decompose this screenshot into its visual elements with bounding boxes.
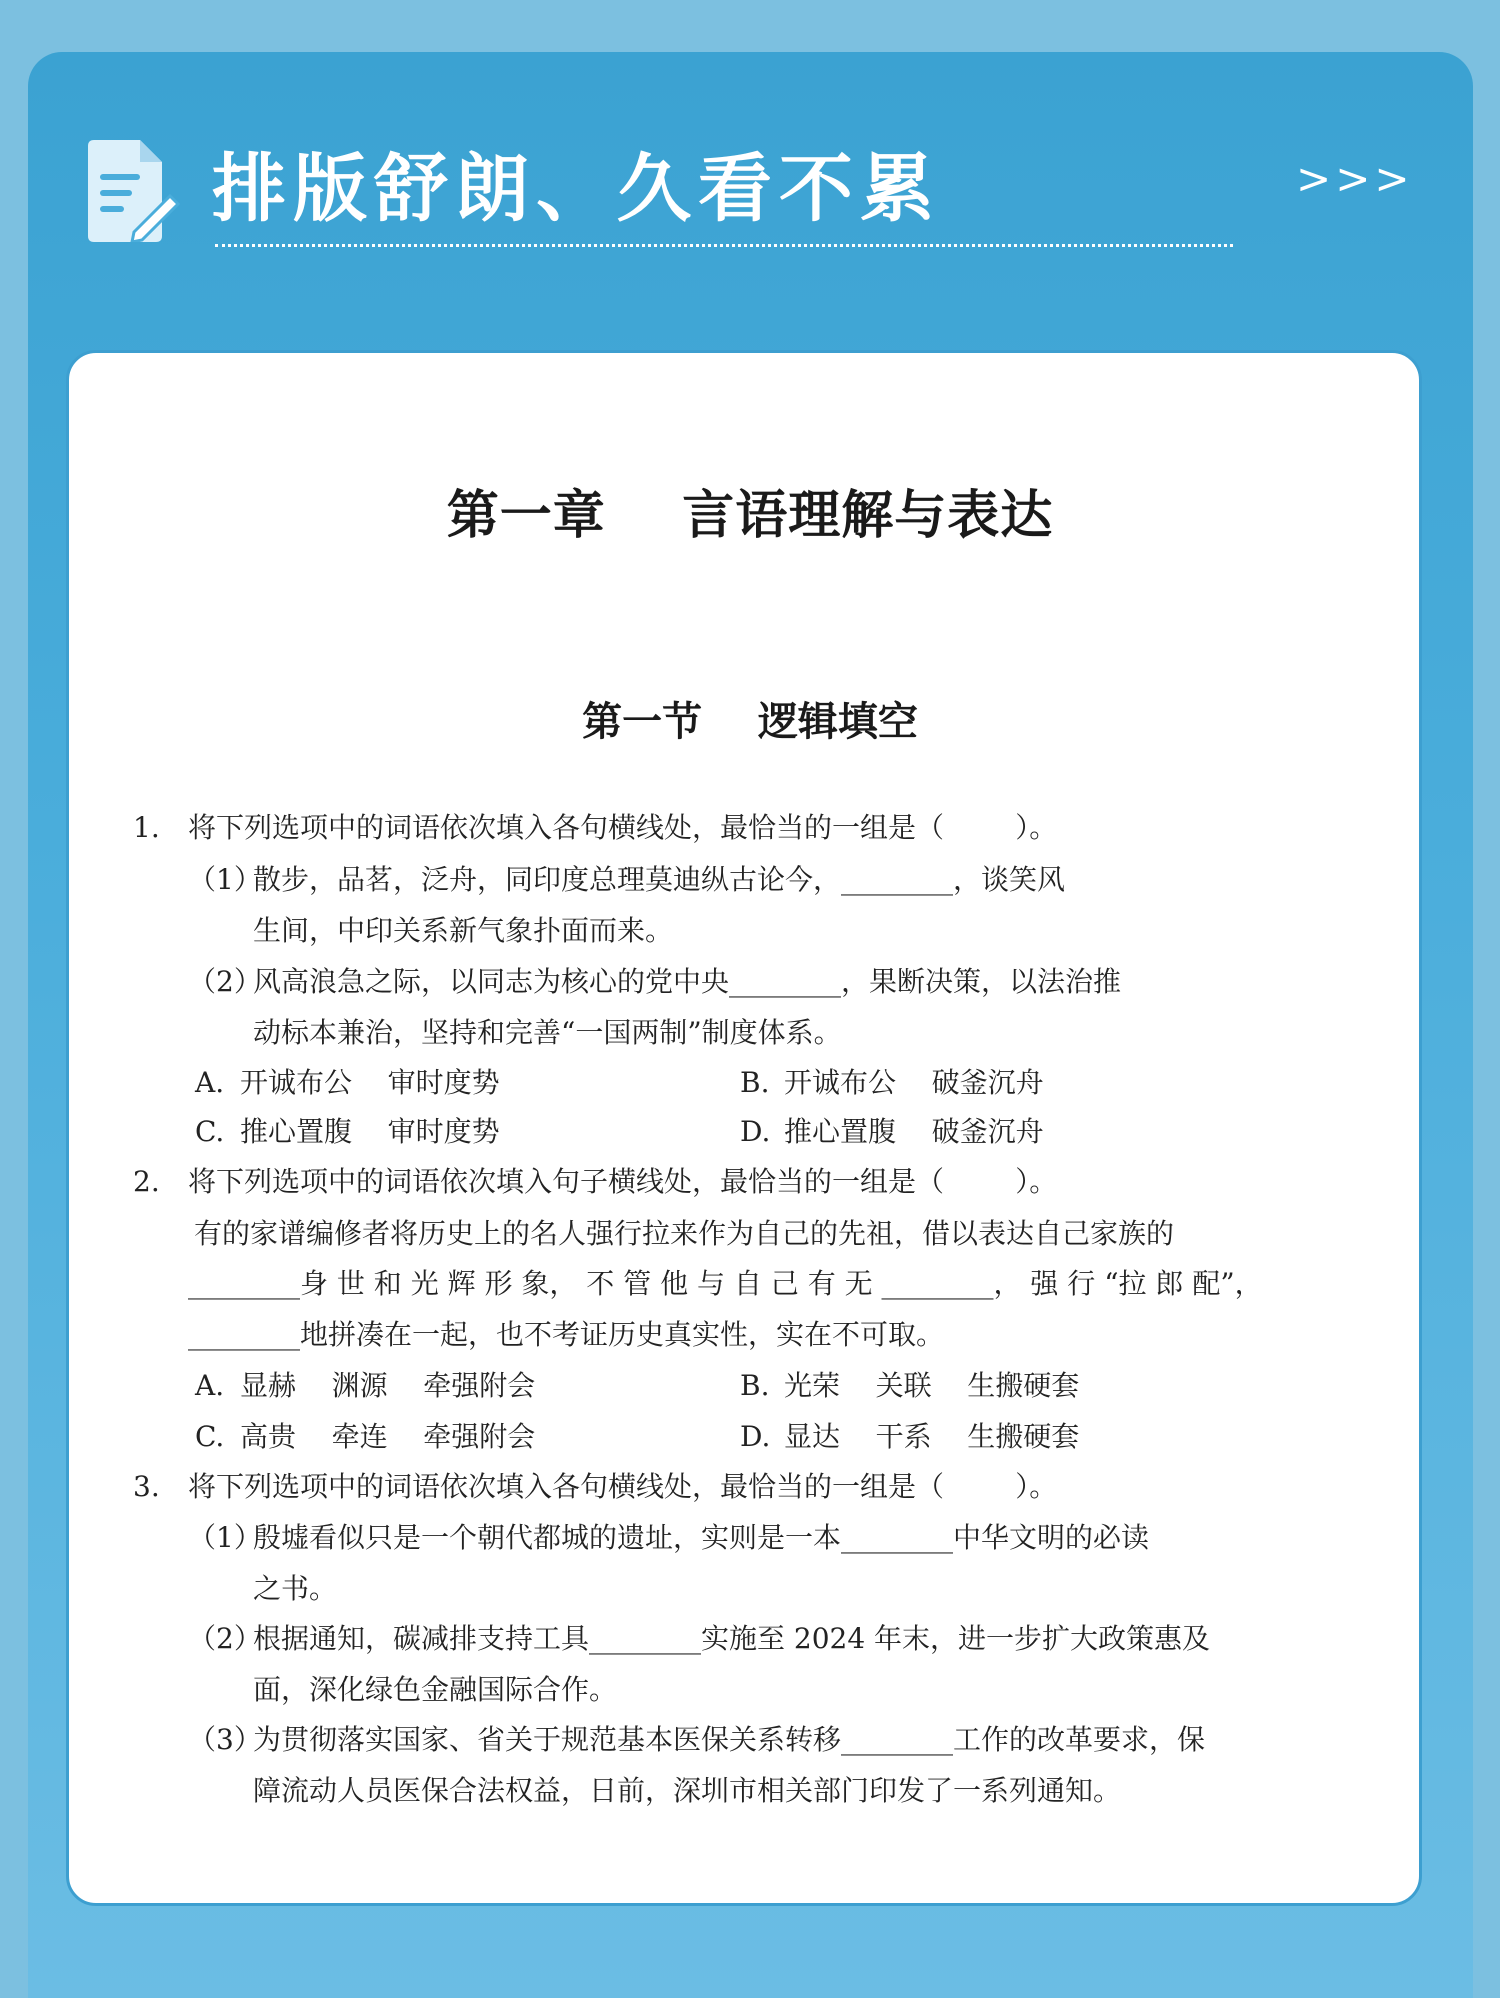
question-stem: 将下列选项中的词语依次填入各句横线处，最恰当的一组是（ ）。 — [188, 811, 1058, 844]
option-text: 显达 干系 生搬硬套 — [784, 1420, 1080, 1453]
option-letter: B. — [740, 1066, 770, 1099]
question-number: 1. — [133, 811, 160, 844]
option-text: 开诚布公 审时度势 — [240, 1066, 500, 1099]
question-stem: 将下列选项中的词语依次填入各句横线处，最恰当的一组是（ ）。 — [188, 1470, 1058, 1503]
section-title: 第一节 逻辑填空 — [582, 699, 918, 745]
option-letter: A. — [195, 1066, 225, 1099]
sub-item-marker: （1） — [188, 863, 262, 896]
sub-item-text: 动标本兼治，坚持和完善“一国两制”制度体系。 — [253, 1016, 842, 1049]
option-text: 开诚布公 破釜沉舟 — [784, 1066, 1044, 1099]
option-letter: A. — [195, 1369, 225, 1402]
title-underline — [215, 244, 1233, 247]
question-stem: 将下列选项中的词语依次填入句子横线处，最恰当的一组是（ ）。 — [188, 1165, 1058, 1198]
page-title: 排版舒朗、久看不累 — [212, 146, 941, 232]
option-letter: D. — [740, 1420, 771, 1453]
document-pen-icon — [84, 140, 180, 242]
option-text: 显赫 渊源 牵强附会 — [240, 1369, 536, 1402]
sub-item-marker: （2） — [188, 965, 262, 998]
option-text: 高贵 牵连 牵强附会 — [240, 1420, 536, 1453]
option-letter: C. — [195, 1115, 225, 1148]
sub-item-marker: （2） — [188, 1622, 262, 1655]
option-text: 推心置腹 破釜沉舟 — [784, 1115, 1044, 1148]
question-number: 3. — [133, 1470, 160, 1503]
option-letter: B. — [740, 1369, 770, 1402]
option-text: 推心置腹 审时度势 — [240, 1115, 500, 1148]
sub-item-text: 根据通知，碳减排支持工具________实施至 2024 年末，进一步扩大政策惠及 — [253, 1622, 1211, 1655]
option-letter: D. — [740, 1115, 771, 1148]
sub-item-text: 殷墟看似只是一个朝代都城的遗址，实则是一本________中华文明的必读 — [253, 1521, 1150, 1554]
sub-item-text: 面，深化绿色金融国际合作。 — [253, 1673, 618, 1706]
sub-item-marker: （3） — [188, 1723, 262, 1756]
sub-item-text: 生间，中印关系新气象扑面而来。 — [253, 914, 674, 947]
sub-item-text: 散步，品茗，泛舟，同印度总理莫迪纵古论今，________，谈笑风 — [253, 863, 1066, 896]
sub-item-text: 风高浪急之际，以同志为核心的党中央________，果断决策，以法治推 — [253, 965, 1122, 998]
option-text: 光荣 关联 生搬硬套 — [784, 1369, 1080, 1402]
passage-line: ________身 世 和 光 辉 形 象， 不 管 他 与 自 己 有 无 ________， 强 行 “拉 郎 配”， — [188, 1267, 1263, 1300]
passage-line: ________地拼凑在一起，也不考证历史真实性，实在不可取。 — [188, 1318, 945, 1351]
question-number: 2. — [133, 1165, 160, 1198]
option-letter: C. — [195, 1420, 225, 1453]
sub-item-text: 为贯彻落实国家、省关于规范基本医保关系转移________工作的改革要求，保 — [253, 1723, 1206, 1756]
passage-line: 有的家谱编修者将历史上的名人强行拉来作为自己的先祖，借以表达自己家族的 — [194, 1217, 1175, 1250]
sub-item-text: 之书。 — [253, 1572, 338, 1605]
chevron-right-icon: >>> — [1296, 154, 1414, 203]
sub-item-text: 障流动人员医保合法权益，日前，深圳市相关部门印发了一系列通知。 — [253, 1774, 1122, 1807]
chapter-title: 第一章 言语理解与表达 — [446, 486, 1054, 546]
sub-item-marker: （1） — [188, 1521, 262, 1554]
